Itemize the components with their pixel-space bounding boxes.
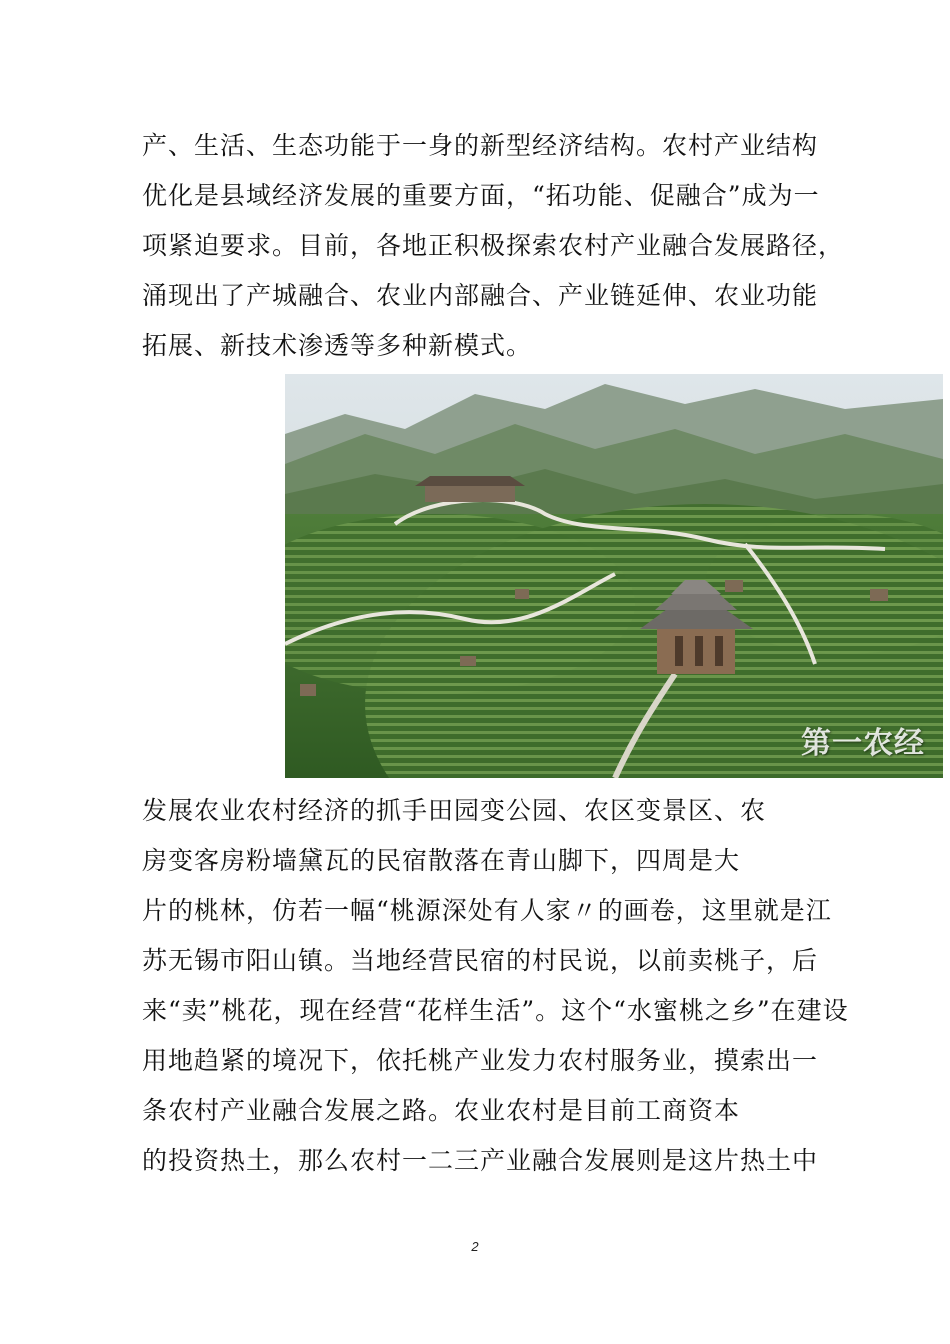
page-number: 2: [471, 1239, 479, 1254]
text-line: 项紧迫要求。目前，各地正积极探索农村产业融合发展路径，: [142, 231, 845, 260]
text-line: 条农村产业融合发展之路。农业农村是目前工商资本: [142, 1096, 741, 1125]
text-line: 房变客房粉墙黛瓦的民宿散落在青山脚下，四周是大: [142, 846, 741, 875]
text-line: 片的桃林，仿若一幅“桃源深处有人家〃的画卷，这里就是江: [142, 896, 832, 925]
text-line: 发展农业农村经济的抓手田园变公园、农区变景区、农: [142, 796, 767, 825]
text-line: 来“卖”桃花，现在经营“花样生活”。这个“水蜜桃之乡”在建设: [142, 996, 849, 1025]
watermark-logo: 第一农经: [801, 726, 925, 761]
text-line: 产、生活、生态功能于一身的新型经济结构。农村产业结构: [142, 131, 819, 160]
text-line: 涌现出了产城融合、农业内部融合、产业链延伸、农业功能: [142, 281, 819, 310]
text-line: 拓展、新技术渗透等多种新模式。: [142, 331, 533, 360]
text-line: 优化是县域经济发展的重要方面，“拓功能、促融合”成为一: [142, 181, 820, 210]
text-line: 用地趋紧的境况下，依托桃产业发力农村服务业，摸索出一: [142, 1046, 819, 1075]
text-line: 苏无锡市阳山镇。当地经营民宿的村民说，以前卖桃子，后: [142, 946, 819, 975]
text-line: 的投资热土，那么农村一二三产业融合发展则是这片热土中: [142, 1146, 819, 1175]
tea-terrace-photo: [285, 374, 943, 778]
